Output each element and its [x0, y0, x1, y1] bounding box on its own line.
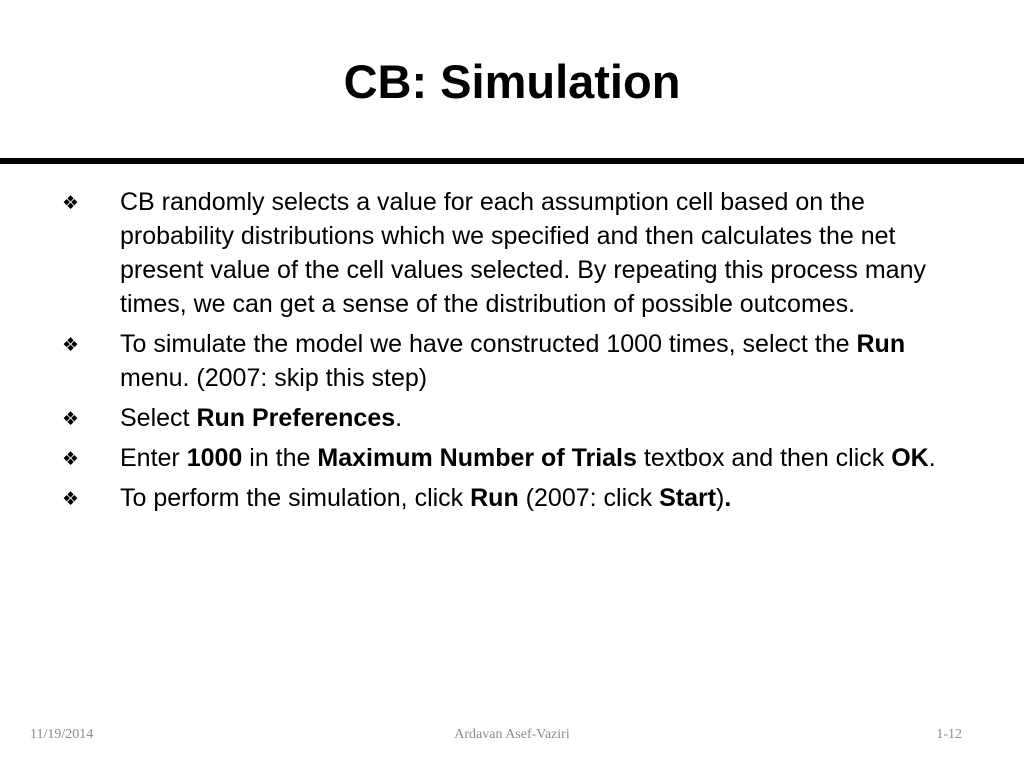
- diamond-bullet-icon: ❖: [62, 408, 80, 430]
- text-segment: Select: [120, 404, 197, 432]
- bold-text-segment: OK: [891, 444, 929, 472]
- text-segment: (2007: click: [518, 484, 660, 512]
- diamond-bullet-icon: ❖: [62, 192, 80, 214]
- bold-text-segment: 1000: [186, 444, 243, 472]
- text-segment: Enter: [120, 444, 187, 472]
- text-segment: .: [928, 444, 936, 472]
- bullet-item: [0, 441, 970, 475]
- bullet-list: [0, 185, 1024, 521]
- diamond-bullet-icon: ❖: [62, 334, 80, 356]
- bullet-item: [0, 401, 970, 435]
- bullet-item: [0, 185, 970, 321]
- text-segment: CB randomly selects a value for each assumption cell based on the probability distributions which we specified and then calculates the net present value of the cell values selected. By repeating this process many times, we can get a sense of the distribution of possible outcomes.: [120, 188, 926, 318]
- text-segment: in the: [242, 444, 318, 472]
- bullet-item: [0, 481, 970, 515]
- text-segment: To perform the simulation, click: [120, 484, 471, 512]
- slide-title: CB: Simulation: [343, 55, 681, 108]
- diamond-bullet-icon: ❖: [62, 488, 80, 510]
- bold-text-segment: Run Preferences: [196, 404, 396, 432]
- text-segment: To simulate the model we have constructed 1000 times, select the: [120, 330, 857, 358]
- diamond-bullet-icon: ❖: [62, 448, 80, 470]
- text-segment: ): [716, 484, 725, 512]
- bold-text-segment: Run: [856, 330, 906, 358]
- bold-text-segment: Maximum Number of Trials: [317, 444, 637, 472]
- bold-text-segment: .: [724, 484, 732, 512]
- bullet-text: [120, 484, 731, 512]
- footer-page-number: 1-12: [936, 727, 962, 742]
- text-segment: menu. (2007: skip this step): [120, 364, 428, 392]
- bullet-text: [120, 404, 402, 432]
- bullet-text: [120, 188, 926, 318]
- bullet-text: [120, 330, 905, 392]
- bullet-text: [120, 444, 936, 472]
- bold-text-segment: Start: [659, 484, 717, 512]
- footer-author: Ardavan Asef-Vaziri: [454, 727, 570, 742]
- title-divider: [0, 158, 1024, 164]
- text-segment: textbox and then click: [636, 444, 892, 472]
- text-segment: .: [395, 404, 403, 432]
- footer-date: 11/19/2014: [30, 727, 94, 742]
- bullet-item: [0, 327, 970, 395]
- bold-text-segment: Run: [470, 484, 519, 512]
